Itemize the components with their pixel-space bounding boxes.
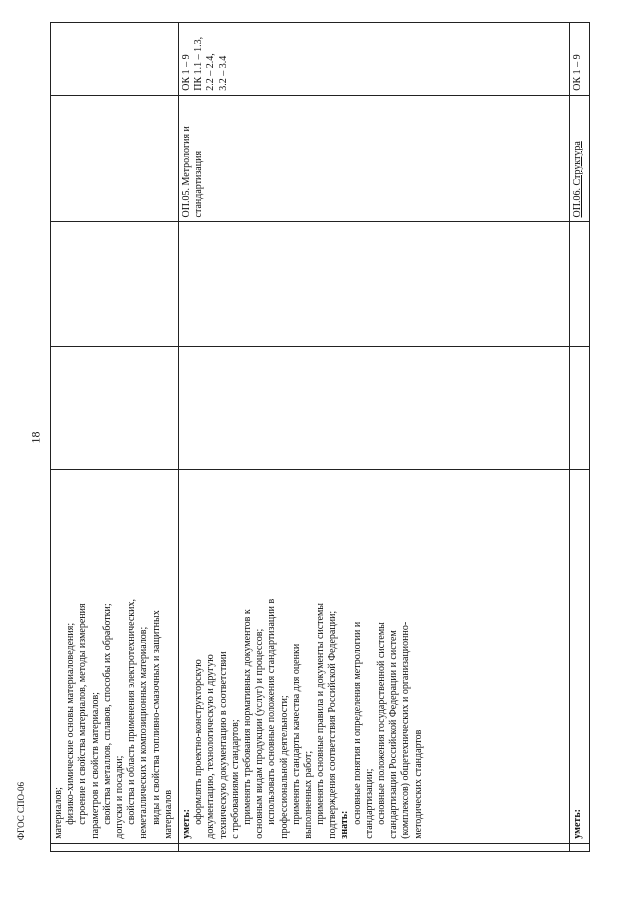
list-item: применять стандарты качества для оценки xyxy=(290,643,302,825)
discipline-cell xyxy=(570,95,590,222)
list-item: параметров и свойств материалов; xyxy=(89,692,101,839)
list-item: строение и свойства материалов, методы измерения xyxy=(77,603,89,825)
znat-heading: знать: xyxy=(339,810,351,839)
list-item: стандартизации Российской Федерации и систем xyxy=(388,630,400,839)
footer-code: ФГОС СПО-06 xyxy=(16,782,26,840)
list-item: виды и свойства топливно-смазочных и защитных xyxy=(150,610,162,825)
list-item: подтверждения соответствия Российской Федерации; xyxy=(327,610,339,839)
competency-item: 2.2 – 2.4, xyxy=(205,53,217,91)
list-item: неметаллических и композиционных материалов; xyxy=(138,626,150,839)
discipline-cell xyxy=(179,95,570,222)
list-item: основные понятия и определения метрологии и xyxy=(351,621,363,825)
list-item: применять основные правила и документы системы xyxy=(315,602,327,825)
list-item: документацию, технологическую и другую xyxy=(205,654,217,839)
list-item: техническую документацию в соответствии xyxy=(217,651,229,839)
empty-cell xyxy=(570,222,590,347)
list-item: материалов xyxy=(162,789,174,839)
list-item: оформлять проектно-конструкторскую xyxy=(193,659,205,825)
competency-item: 3.2 – 3.4 xyxy=(217,55,229,91)
list-item: основным видам продукции (услуг) и процессов; xyxy=(254,628,266,839)
list-item: с требованиями стандартов; xyxy=(229,719,241,839)
competency-cell xyxy=(570,23,590,96)
empty-cell xyxy=(51,347,179,470)
list-item: профессиональной деятельности; xyxy=(278,695,290,839)
table-row xyxy=(179,23,570,852)
empty-cell xyxy=(179,222,570,347)
umet-heading: уметь: xyxy=(572,809,583,839)
empty-cell xyxy=(51,843,179,851)
competency-item: ОК 1 – 9 xyxy=(572,54,583,91)
empty-cell xyxy=(51,222,179,347)
curriculum-table xyxy=(50,22,590,852)
empty-cell xyxy=(570,347,590,470)
empty-cell xyxy=(570,843,590,851)
discipline-title: ОП.06. Структура xyxy=(572,141,583,218)
list-item: использовать основные положения стандартизации в xyxy=(266,598,278,825)
list-item: стандартизации; xyxy=(363,768,375,839)
discipline-title: ОП.05. Метрология и стандартизация xyxy=(181,126,205,218)
empty-cell xyxy=(179,843,570,851)
table-row xyxy=(570,23,590,852)
knowledge-cell xyxy=(51,469,179,843)
rotated-sheet xyxy=(50,22,590,852)
empty-cell xyxy=(51,95,179,222)
empty-cell xyxy=(51,23,179,96)
skills-cell xyxy=(179,469,570,843)
competency-item: ПК 1.1 – 1.3, xyxy=(193,36,205,91)
list-item: свойства и область применения электротехнических, xyxy=(126,599,138,825)
list-item: свойства металлов, сплавов, способы их обработки; xyxy=(101,603,113,825)
list-item: (комплексов) общетехнических и организационно- xyxy=(400,621,412,839)
page-number: 18 xyxy=(28,431,43,444)
empty-cell xyxy=(179,347,570,470)
rotated-content xyxy=(50,22,590,852)
list-item: допуски и посадки; xyxy=(113,755,125,839)
competency-cell xyxy=(179,23,570,96)
list-item: применять требования нормативных документов к xyxy=(241,609,253,825)
list-item: выполненных работ; xyxy=(302,750,314,839)
list-item: основные положения государственной системы xyxy=(376,622,387,825)
skills-cell xyxy=(570,469,590,843)
umet-heading: уметь: xyxy=(181,809,192,839)
list-item: методических стандартов xyxy=(412,729,424,839)
list-item: физико-химические основы материаловедения; xyxy=(65,622,77,825)
competency-item: ОК 1 – 9 xyxy=(181,54,192,91)
table-row xyxy=(51,23,179,852)
list-item: материалов; xyxy=(53,787,64,839)
